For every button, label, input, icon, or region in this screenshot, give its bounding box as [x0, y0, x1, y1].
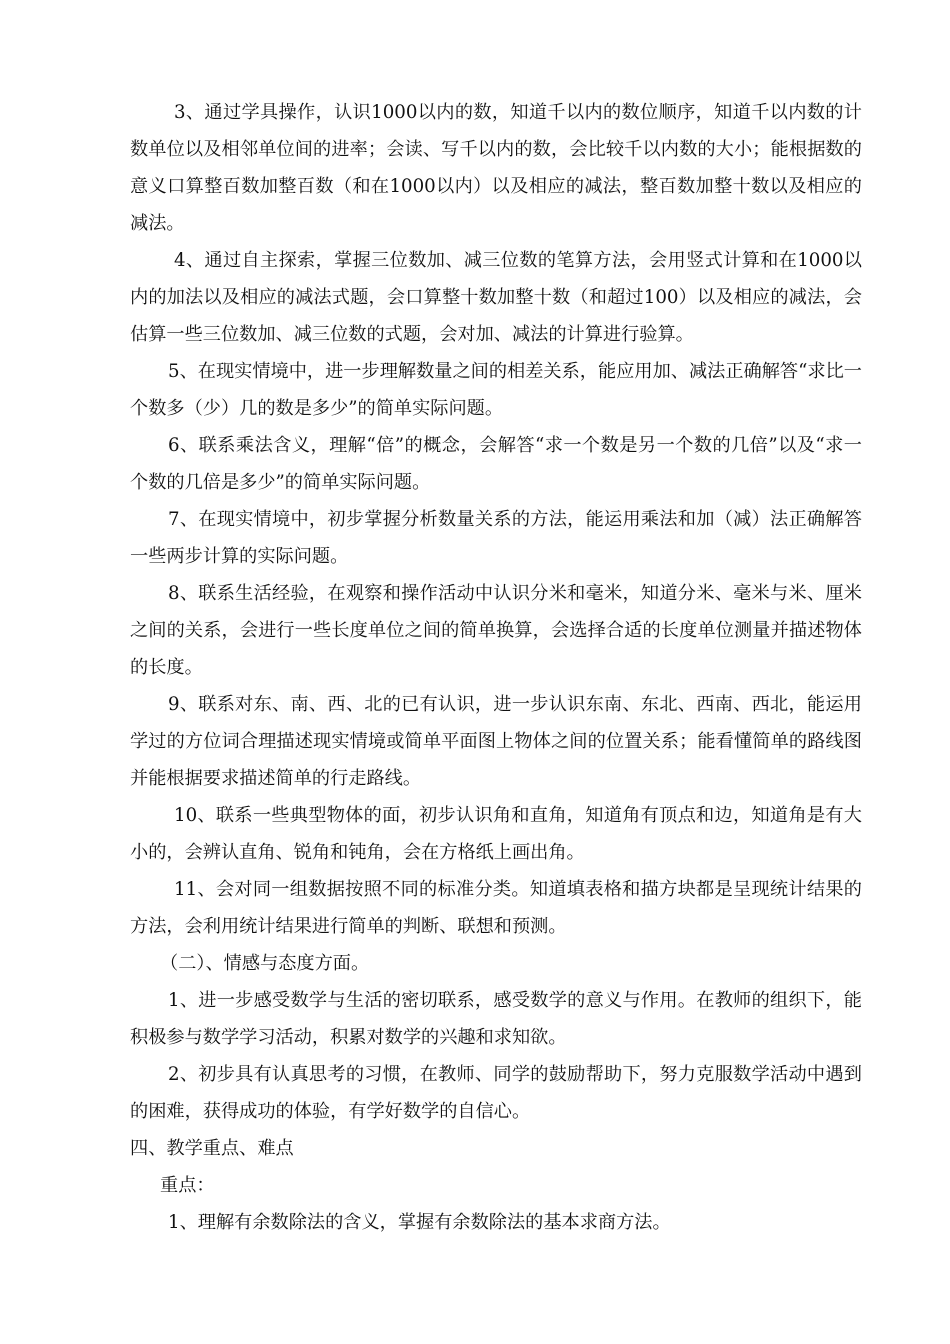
section-heading-key-points: 四、教学重点、难点 [130, 1138, 294, 1159]
paragraph-attitude-2: 2、初步具有认真思考的习惯，在教师、同学的鼓励帮助下，努力克服数学活动中遇到的困难，获得成功的体验，有学好数学的自信心。 [130, 1064, 862, 1122]
document-body [130, 94, 862, 1241]
paragraph-item-7: 7、在现实情境中，初步掌握分析数量关系的方法，能运用乘法和加（减）法正确解答一些两步计算的实际问题。 [130, 509, 862, 567]
section-heading-attitude: （二）、情感与态度方面。 [160, 953, 370, 974]
paragraph-item-5: 5、在现实情境中，进一步理解数量之间的相差关系，能应用加、减法正确解答“求比一个数多（少）几的数是多少”的简单实际问题。 [130, 361, 862, 419]
paragraph-item-9: 9、联系对东、南、西、北的已有认识，进一步认识东南、东北、西南、西北，能运用学过的方位词合理描述现实情境或简单平面图上物体之间的位置关系；能看懂简单的路线图并能根据要求描述简单的行走路线。 [130, 694, 862, 789]
paragraph-item-6: 6、联系乘法含义，理解“倍”的概念，会解答“求一个数是另一个数的几倍”以及“求一个数的几倍是多少”的简单实际问题。 [130, 435, 862, 493]
paragraph-item-10: 10、联系一些典型物体的面，初步认识角和直角，知道角有顶点和边，知道角是有大小的，会辨认直角、锐角和钝角，会在方格纸上画出角。 [130, 805, 862, 863]
paragraph-key-point-1: 1、理解有余数除法的含义，掌握有余数除法的基本求商方法。 [168, 1212, 671, 1233]
paragraph-item-3: 3、通过学具操作，认识1000以内的数，知道千以内的数位顺序，知道千以内数的计数单位以及相邻单位间的进率；会读、写千以内的数，会比较千以内数的大小；能根据数的意义口算整百数加整百数（和在1000以内）以及相应的减法，整百数加整十数以及相应的减法。 [130, 102, 862, 234]
label-key-points: 重点： [160, 1175, 215, 1196]
paragraph-item-8: 8、联系生活经验，在观察和操作活动中认识分米和毫米，知道分米、毫米与米、厘米之间的关系，会进行一些长度单位之间的简单换算，会选择合适的长度单位测量并描述物体的长度。 [130, 583, 862, 678]
paragraph-item-11: 11、会对同一组数据按照不同的标准分类。知道填表格和描方块都是呈现统计结果的方法，会利用统计结果进行简单的判断、联想和预测。 [130, 879, 862, 937]
paragraph-attitude-1: 1、进一步感受数学与生活的密切联系，感受数学的意义与作用。在教师的组织下，能积极参与数学学习活动，积累对数学的兴趣和求知欲。 [130, 990, 862, 1048]
paragraph-item-4: 4、通过自主探索，掌握三位数加、减三位数的笔算方法，会用竖式计算和在1000以内的加法以及相应的减法式题，会口算整十数加整十数（和超过100）以及相应的减法，会估算一些三位数加、减三位数的式题，会对加、减法的计算进行验算。 [130, 250, 862, 345]
